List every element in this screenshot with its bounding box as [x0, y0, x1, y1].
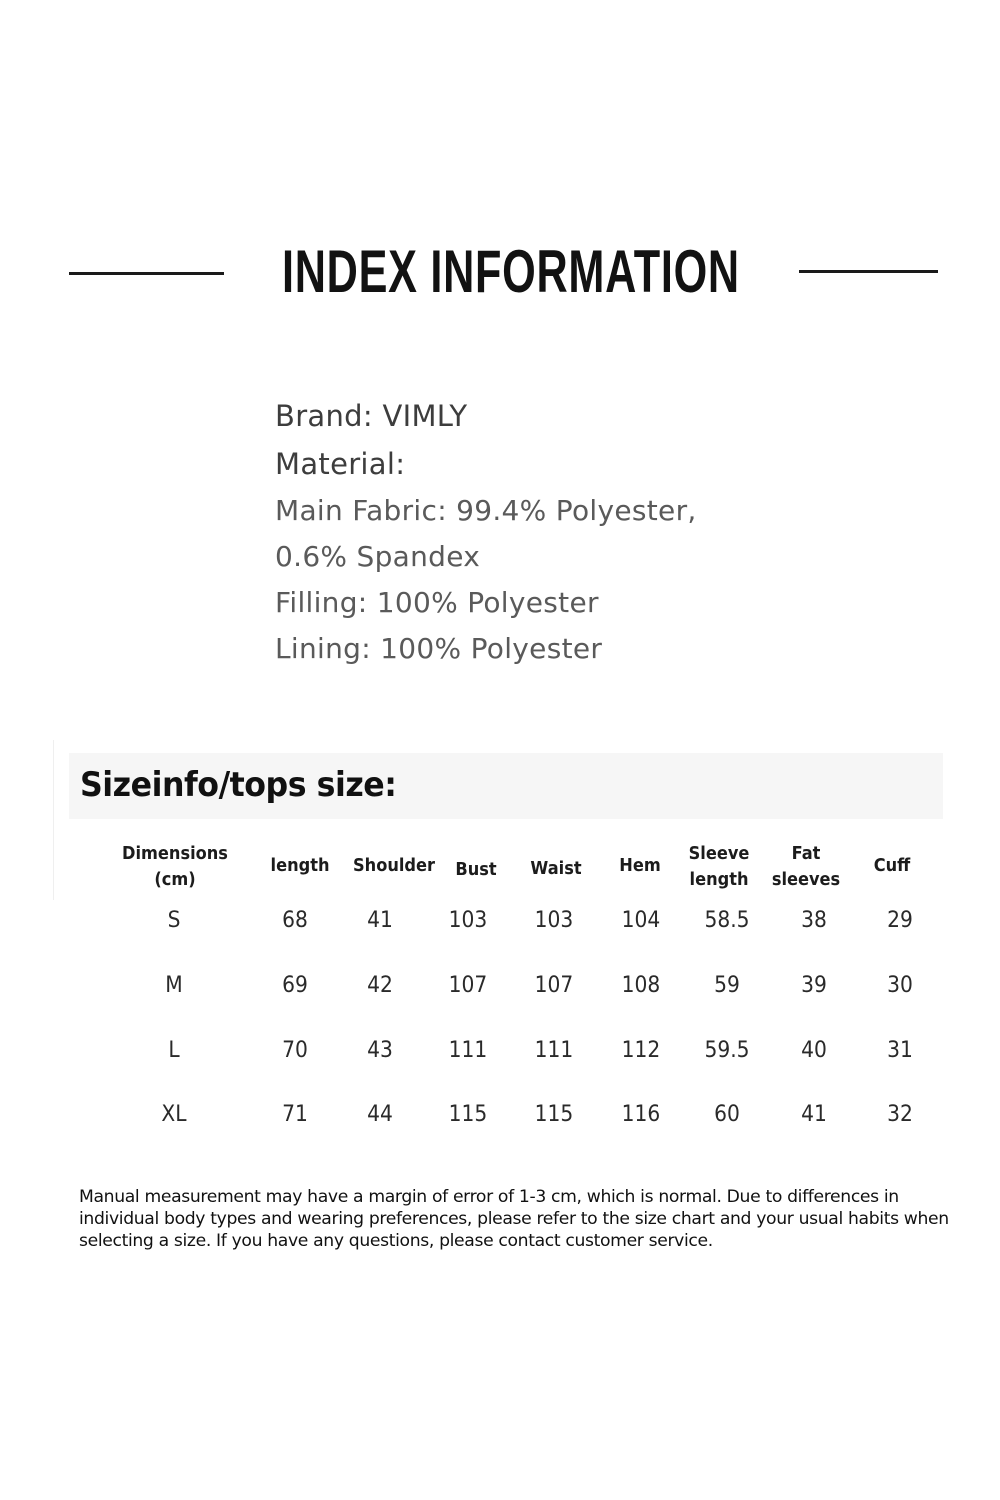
- table-cell: 103: [448, 908, 488, 933]
- column-header-line: Bust: [455, 859, 497, 880]
- table-cell: 107: [448, 973, 488, 998]
- column-header-line: (cm): [154, 869, 196, 890]
- column-header: [271, 853, 330, 879]
- column-header: [689, 841, 750, 893]
- table-cell: 107: [534, 973, 574, 998]
- table-cell: 68: [282, 908, 308, 933]
- table-cell: 43: [367, 1038, 393, 1063]
- brand-line: Brand: VIMLY: [275, 399, 468, 433]
- table-cell: 39: [801, 973, 827, 998]
- table-cell: 59.5: [704, 1038, 750, 1063]
- table-cell: 70: [282, 1038, 308, 1063]
- column-header: [122, 841, 228, 893]
- size-label-cell: XL: [161, 1102, 187, 1127]
- column-header-line: Waist: [530, 858, 582, 879]
- column-header-line: length: [689, 869, 749, 890]
- table-cell: 104: [621, 908, 661, 933]
- table-cell: 108: [621, 973, 661, 998]
- table-cell: 44: [367, 1102, 393, 1127]
- table-cell: 40: [801, 1038, 827, 1063]
- table-cell: 41: [367, 908, 393, 933]
- column-header: [874, 853, 911, 879]
- table-cell: 30: [887, 973, 913, 998]
- page-title: [270, 232, 752, 312]
- column-header-line: Fat: [791, 843, 821, 864]
- size-label-cell: M: [165, 973, 183, 998]
- column-header-line: Dimensions: [122, 843, 228, 864]
- size-chart-edge: [53, 740, 54, 900]
- table-cell: 58.5: [704, 908, 750, 933]
- column-header: [455, 857, 496, 883]
- lining-line: Lining: 100% Polyester: [275, 632, 603, 665]
- column-header: [353, 853, 435, 879]
- column-header: [530, 856, 581, 882]
- table-cell: 71: [282, 1102, 308, 1127]
- column-header-line: Sleeve: [688, 843, 750, 864]
- table-cell: 116: [621, 1102, 661, 1127]
- filling-line: Filling: 100% Polyester: [275, 586, 599, 619]
- table-cell: 29: [887, 908, 913, 933]
- size-label-cell: S: [167, 908, 181, 933]
- column-header: [772, 841, 840, 893]
- column-header-line: Hem: [619, 855, 661, 876]
- measurement-note: Manual measurement may have a margin of error of 1-3 cm, which is normal. Due to differences in individual body types and wearing preferences, please refer to the size chart and your usual habits when selecting a size. If you have any questions, please contact customer service.: [79, 1187, 949, 1251]
- table-cell: 38: [801, 908, 827, 933]
- column-header-line: length: [270, 855, 330, 876]
- title-left-rule: [69, 272, 224, 275]
- column-header-line: sleeves: [771, 869, 841, 890]
- main-fabric-line-2: 0.6% Spandex: [275, 540, 481, 573]
- column-header-line: Cuff: [873, 855, 911, 876]
- table-cell: 59: [714, 973, 740, 998]
- column-header-line: Shoulder: [353, 855, 435, 876]
- table-cell: 111: [448, 1038, 488, 1063]
- size-label-cell: L: [168, 1038, 180, 1063]
- title-right-rule: [799, 270, 938, 273]
- table-cell: 60: [714, 1102, 740, 1127]
- table-cell: 32: [887, 1102, 913, 1127]
- product-info: [275, 392, 697, 672]
- table-cell: 69: [282, 973, 308, 998]
- table-cell: 31: [887, 1038, 913, 1063]
- table-cell: 111: [534, 1038, 574, 1063]
- main-fabric-line-1: Main Fabric: 99.4% Polyester,: [275, 494, 697, 527]
- table-cell: 115: [448, 1102, 488, 1127]
- material-label: Material:: [275, 447, 406, 481]
- size-chart-title: Sizeinfo/tops size:: [80, 765, 397, 805]
- page-title-text: INDEX INFORMATION: [282, 238, 740, 305]
- table-cell: 42: [367, 973, 393, 998]
- table-cell: 41: [801, 1102, 827, 1127]
- column-header: [619, 853, 660, 879]
- table-cell: 115: [534, 1102, 574, 1127]
- table-cell: 112: [621, 1038, 661, 1063]
- table-cell: 103: [534, 908, 574, 933]
